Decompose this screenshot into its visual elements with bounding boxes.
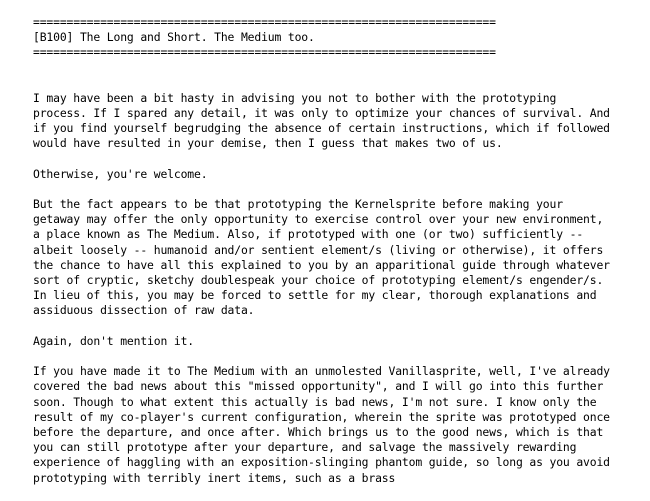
section-title: [B100] The Long and Short. The Medium too.: [33, 30, 315, 45]
paragraph-3: But the fact appears to be that prototyping the Kernelsprite before making your getaway may offer the only opportunity to exercise control over your new environment, a place known as The Medium. Also, if prototyped with one (or two) sufficiently -- albeit loosely -- humanoid and/or sentient element/s (living or otherwise), it offers the chance to have all this explained to you by an apparitional guide through whatever sort of cryptic, sketchy doublespeak your choice of prototyping element/s engender/s. In lieu of this, you may be forced to settle for my clear, thorough explanations and assiduous dissection of raw data.: [33, 196, 610, 318]
paragraph-1: I may have been a bit hasty in advising you not to bother with the prototyping process. If I spared any detail, it was only to optimize your chances of survival. And if you find yourself begrudging the absence of certain instructions, which if followed would have resulted in your demise, then I guess that makes two of us.: [33, 90, 610, 151]
paragraph-2: Otherwise, you're welcome.: [33, 166, 208, 181]
spacer: [33, 61, 613, 91]
paragraph-4: Again, don't mention it.: [33, 333, 194, 348]
header-rule-bottom: =====================================================================: [33, 45, 496, 60]
header-rule-top: =====================================================================: [33, 15, 496, 29]
paragraph-5: If you have made it to The Medium with an unmolested Vanillasprite, well, I've already covered the bad news about this "missed opportunity", and I will go into this further soon. Though to what extent this actually is bad news, I'm not sure. I know only the result of my co-player's current configuration, wherein the sprite was prototyped once before the departure, and once after. Which brings us to the good news, which is that you can still prototype after your departure, and salvage the massively rewarding experience of haggling with an exposition-slinging phantom guide, so long as you avoid prototyping with terribly inert items, such as a brass: [33, 364, 610, 485]
walkthrough-document: [33, 15, 613, 501]
